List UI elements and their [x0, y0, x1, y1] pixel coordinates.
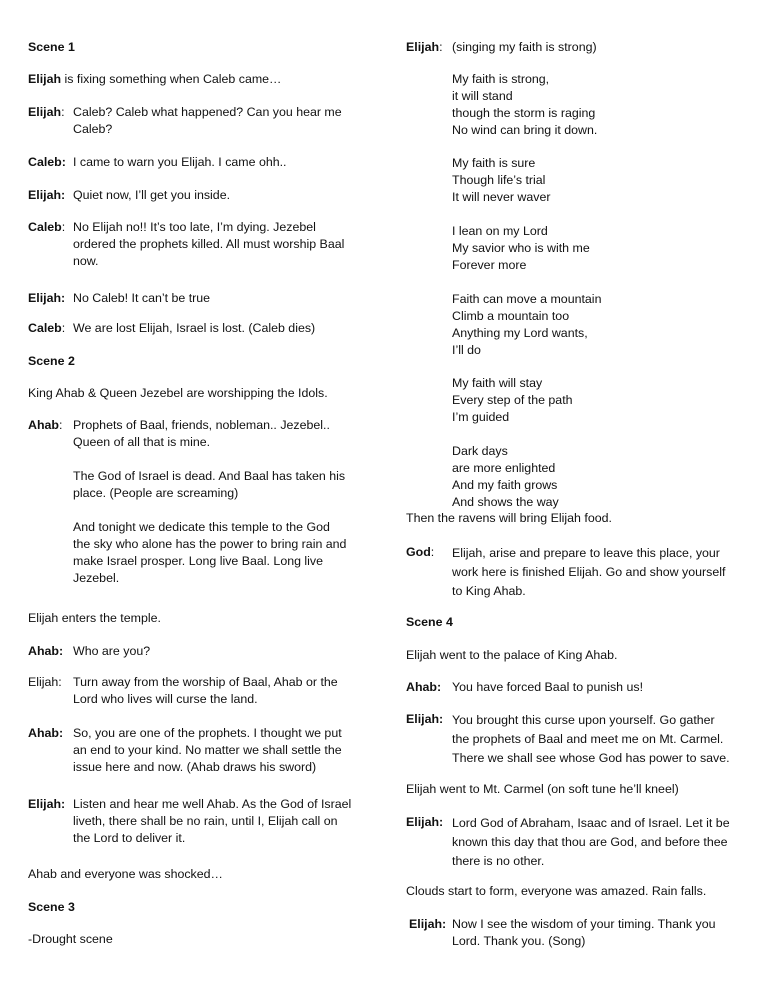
speaker-label: Elijah: — [28, 188, 66, 202]
dialogue-line: liveth, there shall be no rain, until I, Elijah call on — [73, 814, 338, 828]
speaker-name: Caleb — [28, 220, 62, 234]
dialogue-line: No Caleb! It can’t be true — [73, 291, 211, 305]
dialogue-line: now. — [73, 254, 99, 268]
dialogue-line: Now I see the wisdom of your timing. Thank you — [452, 917, 716, 931]
dialogue-text — [73, 725, 342, 776]
dialogue-line: Who are you? — [73, 644, 151, 658]
dialogue-line: So, you are one of the prophets. I thought we put — [73, 726, 342, 740]
lyric-line: No wind can bring it down. — [452, 123, 598, 137]
dialogue-text — [73, 674, 338, 708]
stage-direction: Clouds start to form, everyone was amazed. Rain falls. — [406, 884, 707, 898]
dialogue-line: No Elijah no!! It’s too late, I’m dying. Jezebel — [73, 220, 316, 234]
dialogue-line: known this day that thou are God, and before thee — [452, 835, 728, 849]
lyric-line: Faith can move a mountain — [452, 292, 602, 306]
dialogue-text — [452, 544, 725, 601]
dialogue-text — [73, 417, 330, 451]
dialogue-text — [73, 796, 351, 847]
dialogue-line: the Lord to deliver it. — [73, 831, 186, 845]
song-stanza — [452, 375, 573, 426]
lyric-line: Forever more — [452, 258, 527, 272]
lyric-line: My faith will stay — [452, 376, 543, 390]
dialogue-text — [73, 519, 346, 587]
lyric-line: My faith is sure — [452, 156, 536, 170]
speaker-colon: : — [61, 321, 66, 335]
direction-text: is fixing something when Caleb came… — [61, 72, 282, 86]
dialogue-line: to King Ahab. — [452, 584, 526, 598]
scene-2-heading: Scene 2 — [28, 354, 75, 368]
speaker-label: Caleb: — [28, 155, 66, 169]
speaker-label: Elijah: — [406, 815, 444, 829]
dialogue-line: Lord. Thank you. (Song) — [452, 934, 586, 948]
speaker-colon: : — [430, 545, 435, 559]
song-intro: (singing my faith is strong) — [452, 40, 597, 54]
song-stanza — [452, 155, 550, 206]
scene-4-heading: Scene 4 — [406, 615, 453, 629]
speaker-label — [28, 219, 65, 236]
dialogue-line: Jezebel. — [73, 571, 120, 585]
dialogue-line: Lord God of Abraham, Isaac and of Israel. Let it be — [452, 816, 730, 830]
stage-direction: -Drought scene — [28, 932, 113, 946]
dialogue-line: the sky who alone has the power to bring rain and — [73, 537, 347, 551]
speaker-label: Elijah: — [409, 917, 447, 931]
dialogue-line: Lord who lives will curse the land. — [73, 692, 258, 706]
speaker-label — [28, 104, 65, 121]
dialogue-text — [73, 320, 315, 337]
dialogue-line: Caleb? — [73, 122, 113, 136]
lyric-line: are more enlighted — [452, 461, 556, 475]
speaker-label: Elijah: — [406, 712, 444, 726]
speaker-name: Elijah — [406, 40, 440, 54]
dialogue-line: And tonight we dedicate this temple to the God — [73, 520, 330, 534]
dialogue-line: Prophets of Baal, friends, nobleman.. Jezebel.. — [73, 418, 330, 432]
speaker-name: Ahab — [28, 418, 59, 432]
speaker-colon: : — [58, 418, 63, 432]
speaker-label — [406, 544, 434, 561]
dialogue-line: work here is finished Elijah. Go and show yourself — [452, 565, 726, 579]
dialogue-text — [73, 468, 345, 502]
dialogue-text — [73, 104, 342, 138]
speaker-label: Elijah: — [28, 675, 62, 689]
stage-direction — [28, 71, 281, 88]
dialogue-line: Turn away from the worship of Baal, Ahab or the — [73, 675, 338, 689]
dialogue-line: Caleb? Caleb what happened? Can you hear me — [73, 105, 342, 119]
scene-3-heading: Scene 3 — [28, 900, 75, 914]
song-stanza — [452, 291, 601, 359]
dialogue-line: ordered the prophets killed. All must worship Baal — [73, 237, 345, 251]
dialogue-text — [452, 814, 730, 871]
stage-direction: King Ahab & Queen Jezebel are worshipping the Idols. — [28, 386, 328, 400]
speaker-colon: : — [61, 220, 66, 234]
dialogue-line: You have forced Baal to punish us! — [452, 680, 644, 694]
dialogue-text — [73, 290, 210, 307]
speaker-label — [28, 320, 65, 337]
dialogue-line: the prophets of Baal and meet me on Mt. Carmel. — [452, 732, 724, 746]
speaker-label: Ahab: — [28, 644, 64, 658]
dialogue-line: I came to warn you Elijah. I came ohh.. — [73, 155, 287, 169]
dialogue-line: an end to your kind. No matter we shall settle the — [73, 743, 342, 757]
stage-direction: Elijah went to the palace of King Ahab. — [406, 648, 618, 662]
dialogue-text — [452, 711, 730, 768]
dialogue-line: We are lost Elijah, Israel is lost. (Caleb dies) — [73, 321, 316, 335]
stage-direction: Elijah enters the temple. — [28, 611, 161, 625]
lyric-line: Dark days — [452, 444, 508, 458]
dialogue-line: Quiet now, I’ll get you inside. — [73, 188, 231, 202]
lyric-line: Climb a mountain too — [452, 309, 570, 323]
dialogue-line: Elijah, arise and prepare to leave this place, your — [452, 546, 720, 560]
song-stanza — [452, 443, 559, 511]
lyric-line: It will never waver — [452, 190, 551, 204]
stage-direction: Then the ravens will bring Elijah food. — [406, 511, 612, 525]
dialogue-line: You brought this curse upon yourself. Go gather — [452, 713, 715, 727]
dialogue-line: make Israel prosper. Long live Baal. Long live — [73, 554, 324, 568]
song-stanza — [452, 71, 597, 139]
lyric-line: And my faith grows — [452, 478, 558, 492]
dialogue-line: issue here and now. (Ahab draws his sword) — [73, 760, 317, 774]
speaker-label — [28, 417, 62, 434]
lyric-line: I’m guided — [452, 410, 510, 424]
dialogue-line: Queen of all that is mine. — [73, 435, 211, 449]
speaker-name: Elijah — [28, 105, 62, 119]
song-stanza — [452, 223, 590, 274]
dialogue-line: There we shall see whose God has power to save. — [452, 751, 730, 765]
dialogue-line: place. (People are screaming) — [73, 486, 239, 500]
speaker-colon: : — [439, 40, 443, 54]
scene-1-heading: Scene 1 — [28, 40, 75, 54]
character-name: Elijah — [28, 72, 62, 86]
lyric-line: Every step of the path — [452, 393, 573, 407]
speaker-label: Elijah: — [28, 797, 66, 811]
lyric-line: Anything my Lord wants, — [452, 326, 588, 340]
stage-direction: Ahab and everyone was shocked… — [28, 867, 223, 881]
dialogue-line: Listen and hear me well Ahab. As the God of Israel — [73, 797, 352, 811]
stage-direction: Elijah went to Mt. Carmel (on soft tune he’ll kneel) — [406, 782, 679, 796]
speaker-label — [406, 39, 443, 56]
dialogue-line: The God of Israel is dead. And Baal has taken his — [73, 469, 346, 483]
lyric-line: Though life’s trial — [452, 173, 546, 187]
speaker-label: Ahab: — [28, 726, 64, 740]
dialogue-text — [452, 916, 716, 950]
dialogue-text — [452, 679, 643, 696]
dialogue-text — [73, 187, 230, 204]
lyric-line: though the storm is raging — [452, 106, 596, 120]
lyric-line: I’ll do — [452, 343, 481, 357]
speaker-colon: : — [61, 105, 65, 119]
dialogue-line: there is no other. — [452, 854, 545, 868]
lyric-line: My faith is strong, — [452, 72, 550, 86]
lyric-line: it will stand — [452, 89, 513, 103]
dialogue-text — [73, 643, 150, 660]
speaker-name: Caleb — [28, 321, 62, 335]
lyric-line: My savior who is with me — [452, 241, 590, 255]
lyric-line: I lean on my Lord — [452, 224, 548, 238]
speaker-label: Ahab: — [406, 680, 442, 694]
dialogue-text — [73, 154, 287, 171]
lyric-line: And shows the way — [452, 495, 559, 509]
speaker-label: Elijah: — [28, 291, 66, 305]
dialogue-text — [73, 219, 344, 270]
speaker-name: God — [406, 545, 431, 559]
